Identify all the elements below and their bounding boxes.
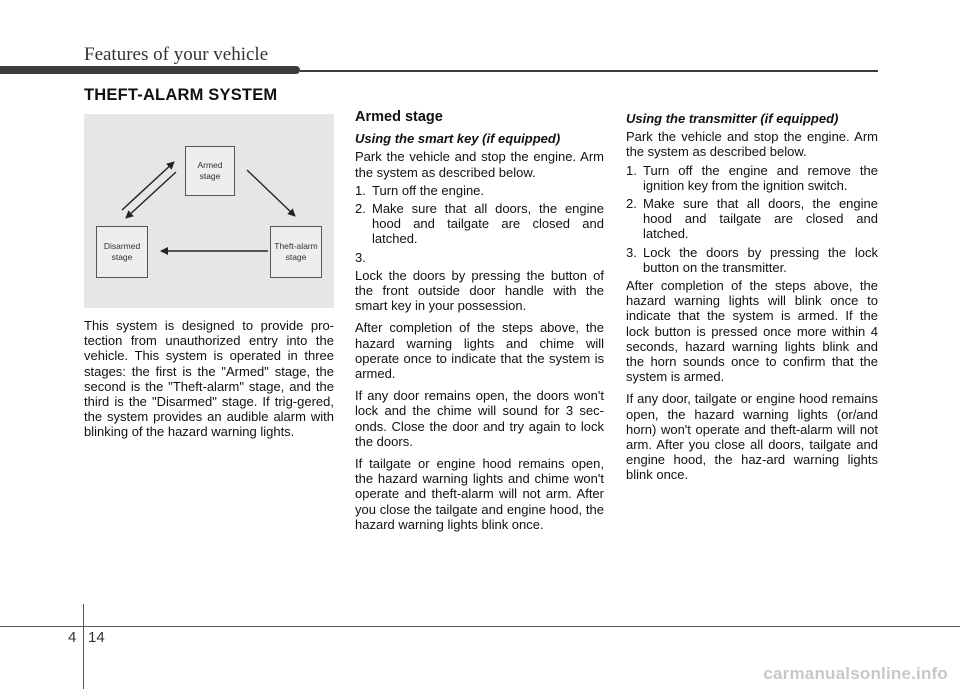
list-item [626,245,878,275]
transmitter-door-open-paragraph: If any door, tailgate or engine hood remains open, the hazard warning lights (or/and horn) won't operate and theft-alarm will not arm. After you close all doors, tailgate and engine hood, the haz-ard warning lights blink once. [626,391,878,483]
column-1 [84,318,334,447]
armed-stage-label: Armed stage [197,160,223,181]
intro-paragraph: This system is designed to provide pro-tection from unauthorized entry into the vehicle. This system is operated in three stages: the first is the "Armed" stage, the second is the "Theft-alarm" stage, and the third is the "Disarmed" stage. If trig-gered, the system provides an audible alarm with blinking of the hazard warning lights. [84,318,334,440]
arrow-disarmed-to-armed [122,162,174,210]
smart-key-subheading: Using the smart key (if equipped) [355,131,561,147]
smart-key-door-open-paragraph: If any door remains open, the doors won't lock and the chime will sound for 3 sec-onds. Close the door and try again to lock the doors. [355,388,604,449]
disarmed-stage-label: Disarmed stage [103,241,141,262]
transmitter-intro: Park the vehicle and stop the engine. Arm the system as described below. [626,129,878,160]
arrow-armed-to-disarmed [126,172,176,218]
header-rule [300,70,878,72]
footer-divider [83,604,84,689]
list-number: 3. [355,249,366,265]
column-3 [626,111,878,490]
list-item [626,163,878,193]
theft-alarm-stage-diagram [84,114,334,308]
list-number: 2. [626,196,637,212]
watermark: carmanualsonline.info [763,664,948,683]
diagram-arrows [84,114,334,308]
list-text: Turn off the engine. [372,182,485,198]
list-item [355,183,604,198]
disarmed-stage-box [96,226,148,278]
list-item [355,201,604,247]
list-text [372,250,604,265]
list-number: 1. [355,182,366,198]
header-bar [0,66,300,74]
list-item [626,196,878,242]
list-text: Make sure that all doors, the engine hood and tailgate are closed and latched. [372,201,604,247]
column-2 [355,110,604,539]
smart-key-hood-open-paragraph: If tailgate or engine hood remains open, the hazard warning lights and chime won't operate and theft-alarm will not arm. After you close the tailgate and engine hood, the hazard warning lights blink once. [355,456,604,532]
list-number: 1. [626,162,637,178]
list-item [355,250,604,265]
transmitter-subheading: Using the transmitter (if equipped) [626,111,839,126]
page-number: 14 [88,629,105,646]
chapter-number: 4 [68,629,77,646]
theft-alarm-stage-box [270,226,322,278]
theft-alarm-stage-label: Theft-alarm stage [274,241,318,262]
arrow-armed-to-theft [247,170,295,216]
list-text: Turn off the engine and remove the ignition key from the ignition switch. [643,162,878,193]
list-number: 2. [355,201,366,217]
footer-rule [0,626,960,627]
smart-key-lock-paragraph: Lock the doors by pressing the button of the front outside door handle with the smart key in your possession. [355,267,604,314]
armed-stage-heading: Armed stage [355,109,443,125]
list-text: Lock the doors by pressing the lock button on the transmitter. [643,244,878,275]
section-title: THEFT-ALARM SYSTEM [84,86,278,104]
page-header-title: Features of your vehicle [84,44,269,65]
armed-stage-box [185,146,235,196]
list-number: 3. [626,244,637,260]
list-text: Make sure that all doors, the engine hood and tailgate are closed and latched. [643,196,878,242]
smart-key-confirm-paragraph: After completion of the steps above, the hazard warning lights and chime will operate once to indicate that the system is armed. [355,320,604,382]
transmitter-confirm-paragraph: After completion of the steps above, the hazard warning lights will blink once to indicate that the system is armed. If the lock button is pressed once more within 4 seconds, hazard warning lights blink and the horn sounds once to confirm that the system is armed. [626,278,878,385]
smart-key-intro: Park the vehicle and stop the engine. Arm the system as described below. [355,149,604,180]
